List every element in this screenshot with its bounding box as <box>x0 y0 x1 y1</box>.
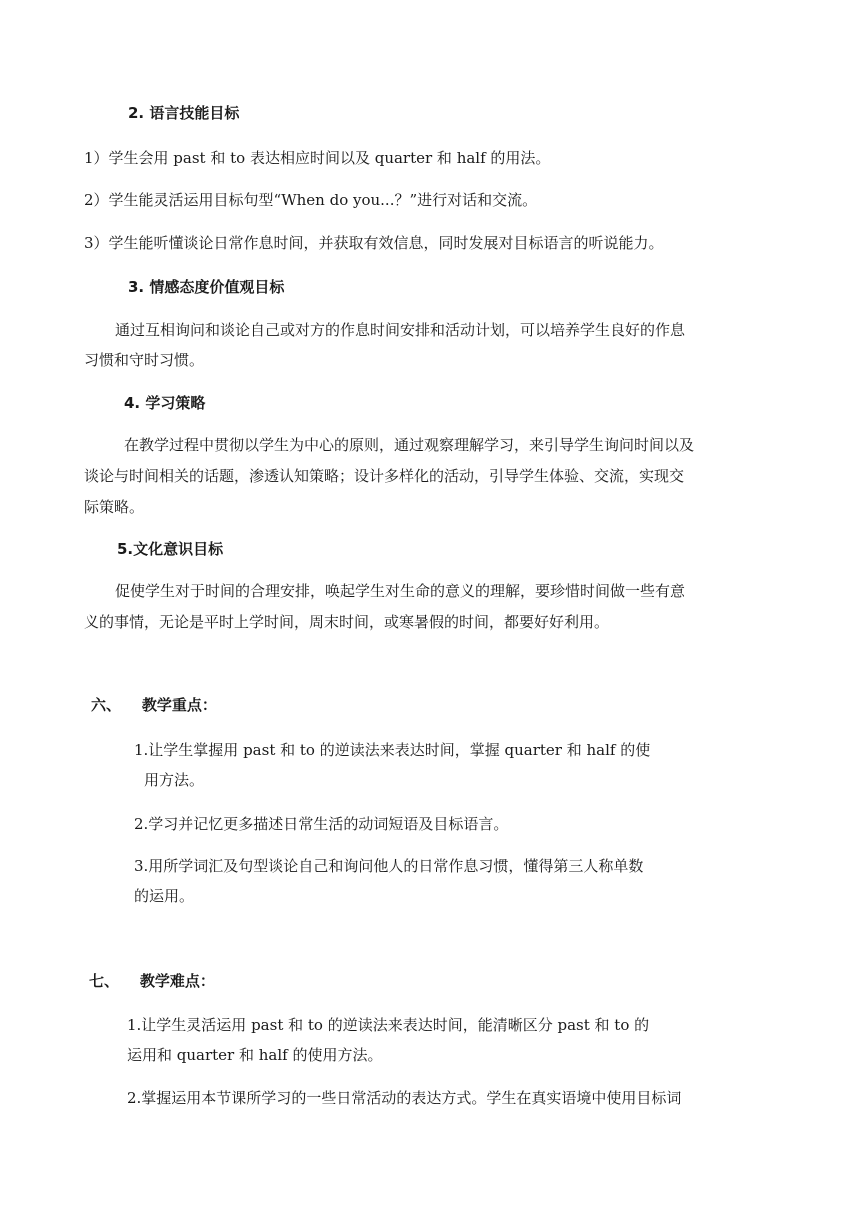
heading-cultural-awareness: 5.文化意识目标 <box>117 540 224 558</box>
skills-item-2: 2）学生能灵活运用目标句型“When do you...？”进行对话和交流。 <box>84 191 538 209</box>
key-point-2: 2.学习并记忆更多描述日常生活的动词短语及目标语言。 <box>134 815 509 833</box>
heading-teaching-key-points: 六、 教学重点： <box>91 696 217 714</box>
heading-emotion-values: 3. 情感态度价值观目标 <box>128 278 285 296</box>
key-point-3-line-1: 3.用所学词汇及句型谈论自己和询问他人的日常作息习惯，懂得第三人称单数 <box>134 857 644 875</box>
heading-teaching-difficulties: 七、 教学难点： <box>89 972 215 990</box>
strategy-paragraph-line-1: 在教学过程中贯彻以学生为中心的原则，通过观察理解学习，来引导学生询问时间以及 <box>124 436 695 454</box>
skills-item-1: 1）学生会用 past 和 to 表达相应时间以及 quarter 和 half 的用法。 <box>84 149 551 167</box>
heading-learning-strategy: 4. 学习策略 <box>124 394 206 412</box>
key-point-1-line-2: 用方法。 <box>144 771 205 789</box>
strategy-paragraph-line-2: 谈论与时间相关的话题，渗透认知策略；设计多样化的活动，引导学生体验、交流，实现交 <box>84 467 685 485</box>
emotion-paragraph-line-1: 通过互相询问和谈论自己或对方的作息时间安排和活动计划，可以培养学生良好的作息 <box>115 321 686 339</box>
culture-paragraph-line-1: 促使学生对于时间的合理安排，唤起学生对生命的意义的理解，要珍惜时间做一些有意 <box>115 582 686 600</box>
key-point-3-line-2: 的运用。 <box>134 887 195 905</box>
heading-language-skills: 2. 语言技能目标 <box>128 104 240 122</box>
strategy-paragraph-line-3: 际策略。 <box>84 498 145 516</box>
difficulty-2-line-1: 2.掌握运用本节课所学习的一些日常活动的表达方式。学生在真实语境中使用目标词 <box>127 1089 682 1107</box>
emotion-paragraph-line-2: 习惯和守时习惯。 <box>84 351 205 369</box>
difficulty-1-line-1: 1.让学生灵活运用 past 和 to 的逆读法来表达时间，能清晰区分 past 和 to 的 <box>127 1016 650 1034</box>
skills-item-3: 3）学生能听懂谈论日常作息时间，并获取有效信息，同时发展对目标语言的听说能力。 <box>84 234 664 252</box>
difficulty-1-line-2: 运用和 quarter 和 half 的使用方法。 <box>127 1046 383 1064</box>
key-point-1-line-1: 1.让学生掌握用 past 和 to 的逆读法来表达时间，掌握 quarter 和 half 的使 <box>134 741 651 759</box>
culture-paragraph-line-2: 义的事情，无论是平时上学时间，周末时间，或寒暑假的时间，都要好好利用。 <box>84 613 610 631</box>
